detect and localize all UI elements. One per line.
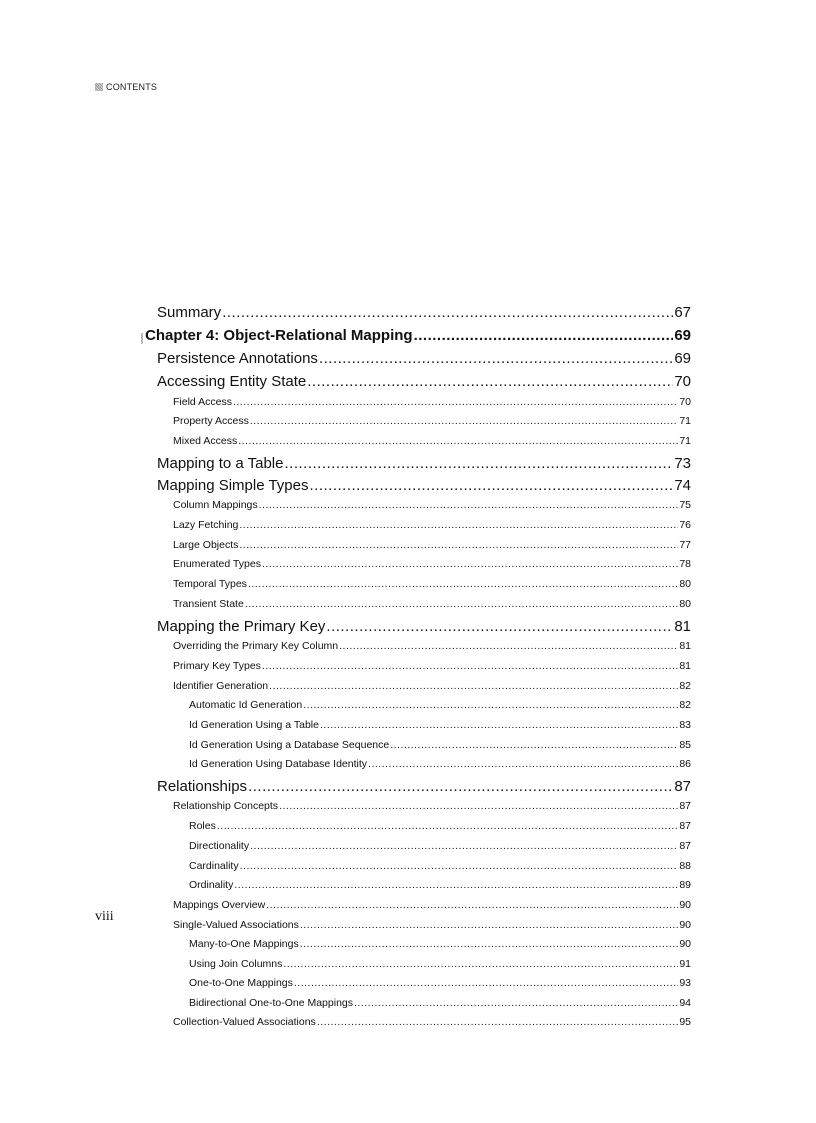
toc-entry-using-join-columns[interactable] (189, 958, 691, 974)
toc-entry-page: 80 (679, 578, 691, 590)
toc-entry-many-to-one-mappings[interactable] (189, 938, 691, 954)
toc-entry-page: 91 (679, 958, 691, 970)
toc-entry-page: 69 (674, 350, 691, 367)
page-number: viii (95, 909, 114, 924)
toc-entry-title: Using Join Columns (189, 958, 283, 970)
toc-entry-title: Primary Key Types (173, 660, 261, 672)
toc-entry-persistence-annotations[interactable] (157, 350, 691, 372)
toc-entry-id-generation-using-a-table[interactable] (189, 719, 691, 735)
toc-entry-title: Collection-Valued Associations (173, 1016, 316, 1028)
toc-entry-page: 86 (679, 758, 691, 770)
dot-leader (354, 997, 678, 1009)
dot-leader (262, 660, 678, 672)
toc-entry-title: Mapping to a Table (157, 455, 284, 472)
toc-entry-automatic-id-generation[interactable] (189, 699, 691, 715)
toc-entry-roles[interactable] (189, 820, 691, 836)
toc-entry-title: Overriding the Primary Key Column (173, 640, 339, 652)
toc-entry-primary-key-types[interactable] (173, 660, 691, 676)
dot-leader (234, 879, 678, 891)
toc-entry-title: Mapping the Primary Key (157, 618, 326, 635)
dot-leader (238, 435, 678, 447)
dot-leader (250, 415, 678, 427)
dot-leader (239, 539, 678, 551)
toc-entry-field-access[interactable] (173, 396, 691, 412)
dot-leader (259, 499, 679, 511)
toc-entry-page: 71 (679, 435, 691, 447)
toc-entry-title: Identifier Generation (173, 680, 269, 692)
toc-entry-title: Id Generation Using Database Identity (189, 758, 368, 770)
dot-leader (262, 558, 678, 570)
toc-entry-page: 71 (679, 415, 691, 427)
toc-entry-title: Relationship Concepts (173, 800, 279, 812)
dot-leader (307, 373, 673, 390)
toc-entry-accessing-entity-state[interactable] (157, 373, 691, 395)
toc-entry-title: Roles (189, 820, 216, 832)
toc-entry-page: 93 (679, 977, 691, 989)
toc-entry-page: 77 (679, 539, 691, 551)
toc-entry-summary[interactable] (157, 304, 691, 326)
dot-leader (300, 938, 679, 950)
toc-entry-title: One-to-One Mappings (189, 977, 293, 989)
toc-entry-id-generation-using-a-database-sequence[interactable] (189, 739, 691, 755)
dot-leader (326, 618, 673, 635)
toc-entry-page: 74 (674, 477, 691, 494)
toc-entry-page: 67 (674, 304, 691, 321)
toc-entry-page: 85 (679, 739, 691, 751)
toc-entry-page: 73 (674, 455, 691, 472)
dot-leader (250, 840, 678, 852)
running-header (95, 82, 157, 92)
toc-entry-title: Bidirectional One-to-One Mappings (189, 997, 354, 1009)
toc-entry-temporal-types[interactable] (173, 578, 691, 594)
dot-leader (222, 304, 673, 321)
dot-leader (414, 327, 674, 344)
toc-entry-title: Mixed Access (173, 435, 238, 447)
toc-entry-title: Id Generation Using a Database Sequence (189, 739, 390, 751)
dot-leader (319, 350, 673, 367)
toc-entry-page: 81 (674, 618, 691, 635)
toc-entry-mapping-simple-types[interactable] (157, 477, 691, 499)
toc-entry-enumerated-types[interactable] (173, 558, 691, 574)
toc-entry-title: Mapping Simple Types (157, 477, 309, 494)
toc-entry-title: Transient State (173, 598, 244, 610)
toc-entry-id-generation-using-database-identity[interactable] (189, 758, 691, 774)
toc-entry-title: Enumerated Types (173, 558, 261, 570)
toc-entry-page: 70 (679, 396, 691, 408)
toc-entry-page: 82 (679, 699, 691, 711)
toc-entry-title: Accessing Entity State (157, 373, 307, 390)
toc-entry-title: Field Access (173, 396, 232, 408)
toc-entry-page: 81 (679, 640, 691, 652)
toc-entry-page: 87 (679, 800, 691, 812)
toc-entry-title: Cardinality (189, 860, 239, 872)
toc-entry-title: Temporal Types (173, 578, 247, 590)
dot-leader (233, 396, 678, 408)
toc-entry-title: Ordinality (189, 879, 234, 891)
toc-entry-mapping-the-primary-key[interactable] (157, 618, 691, 640)
dot-leader (239, 519, 678, 531)
toc-entry-page: 87 (679, 820, 691, 832)
toc-entry-title: Persistence Annotations (157, 350, 318, 367)
dot-leader (300, 919, 678, 931)
toc-entry-page: 75 (679, 499, 691, 511)
toc-entry-page: 81 (679, 660, 691, 672)
toc-entry-title: Many-to-One Mappings (189, 938, 299, 950)
toc-entry-page: 90 (679, 919, 691, 931)
toc-entry-chapter-4-object-relational-mapping[interactable] (141, 327, 691, 349)
toc-entry-single-valued-associations[interactable] (173, 919, 691, 935)
toc-entry-page: 69 (674, 327, 691, 344)
toc-entry-mixed-access[interactable] (173, 435, 691, 451)
chapter-bullet-icon (141, 333, 143, 344)
toc-entry-page: 83 (679, 719, 691, 731)
running-header-label: CONTENTS (106, 82, 158, 92)
dot-leader (266, 899, 678, 911)
dot-leader (390, 739, 678, 751)
toc-entry-page: 89 (679, 879, 691, 891)
toc-entry-title: Relationships (157, 778, 248, 795)
dot-leader (368, 758, 678, 770)
dot-leader (303, 699, 678, 711)
square-bullet-icon (95, 83, 103, 91)
toc-entry-property-access[interactable] (173, 415, 691, 431)
dot-leader (283, 958, 678, 970)
dot-leader (317, 1016, 679, 1028)
dot-leader (284, 455, 673, 472)
toc-entry-column-mappings[interactable] (173, 499, 691, 515)
toc-entry-page: 95 (679, 1016, 691, 1028)
dot-leader (248, 578, 678, 590)
toc-entry-title: Large Objects (173, 539, 239, 551)
toc-entry-cardinality[interactable] (189, 860, 691, 876)
toc-entry-title: Column Mappings (173, 499, 258, 511)
toc-entry-bidirectional-one-to-one-mappings[interactable] (189, 997, 691, 1013)
dot-leader (245, 598, 678, 610)
toc-entry-large-objects[interactable] (173, 539, 691, 555)
toc-entry-one-to-one-mappings[interactable] (189, 977, 691, 993)
toc-entry-relationships[interactable] (157, 778, 691, 800)
dot-leader (320, 719, 678, 731)
dot-leader (339, 640, 678, 652)
dot-leader (279, 800, 678, 812)
toc-entry-page: 87 (679, 840, 691, 852)
toc-entry-page: 82 (679, 680, 691, 692)
toc-entry-page: 88 (679, 860, 691, 872)
toc-entry-title: Single-Valued Associations (173, 919, 299, 931)
toc-entry-page: 90 (679, 899, 691, 911)
toc-entry-page: 90 (679, 938, 691, 950)
toc-entry-lazy-fetching[interactable] (173, 519, 691, 535)
toc-entry-page: 76 (679, 519, 691, 531)
toc-entry-title: Id Generation Using a Table (189, 719, 319, 731)
dot-leader (309, 477, 673, 494)
toc-entry-identifier-generation[interactable] (173, 680, 691, 696)
dot-leader (217, 820, 678, 832)
dot-leader (269, 680, 678, 692)
toc-entry-page: 70 (674, 373, 691, 390)
dot-leader (294, 977, 678, 989)
toc-entry-ordinality[interactable] (189, 879, 691, 895)
toc-entry-page: 87 (674, 778, 691, 795)
toc-entry-title: Property Access (173, 415, 249, 427)
toc-entry-directionality[interactable] (189, 840, 691, 856)
toc-entry-title: Lazy Fetching (173, 519, 239, 531)
dot-leader (240, 860, 679, 872)
toc-entry-title: Chapter 4: Object-Relational Mapping (145, 327, 413, 344)
toc-entry-mapping-to-a-table[interactable] (157, 455, 691, 477)
toc-entry-page: 80 (679, 598, 691, 610)
toc-entry-relationship-concepts[interactable] (173, 800, 691, 816)
toc-entry-title: Automatic Id Generation (189, 699, 303, 711)
toc-entry-collection-valued-associations[interactable] (173, 1016, 691, 1032)
toc-entry-transient-state[interactable] (173, 598, 691, 614)
toc-entry-mappings-overview[interactable] (173, 899, 691, 915)
toc-entry-title: Directionality (189, 840, 250, 852)
dot-leader (248, 778, 673, 795)
toc-entry-title: Summary (157, 304, 222, 321)
toc-entry-overriding-the-primary-key-column[interactable] (173, 640, 691, 656)
toc-entry-page: 94 (679, 997, 691, 1009)
toc-entry-page: 78 (679, 558, 691, 570)
toc-entry-title: Mappings Overview (173, 899, 266, 911)
